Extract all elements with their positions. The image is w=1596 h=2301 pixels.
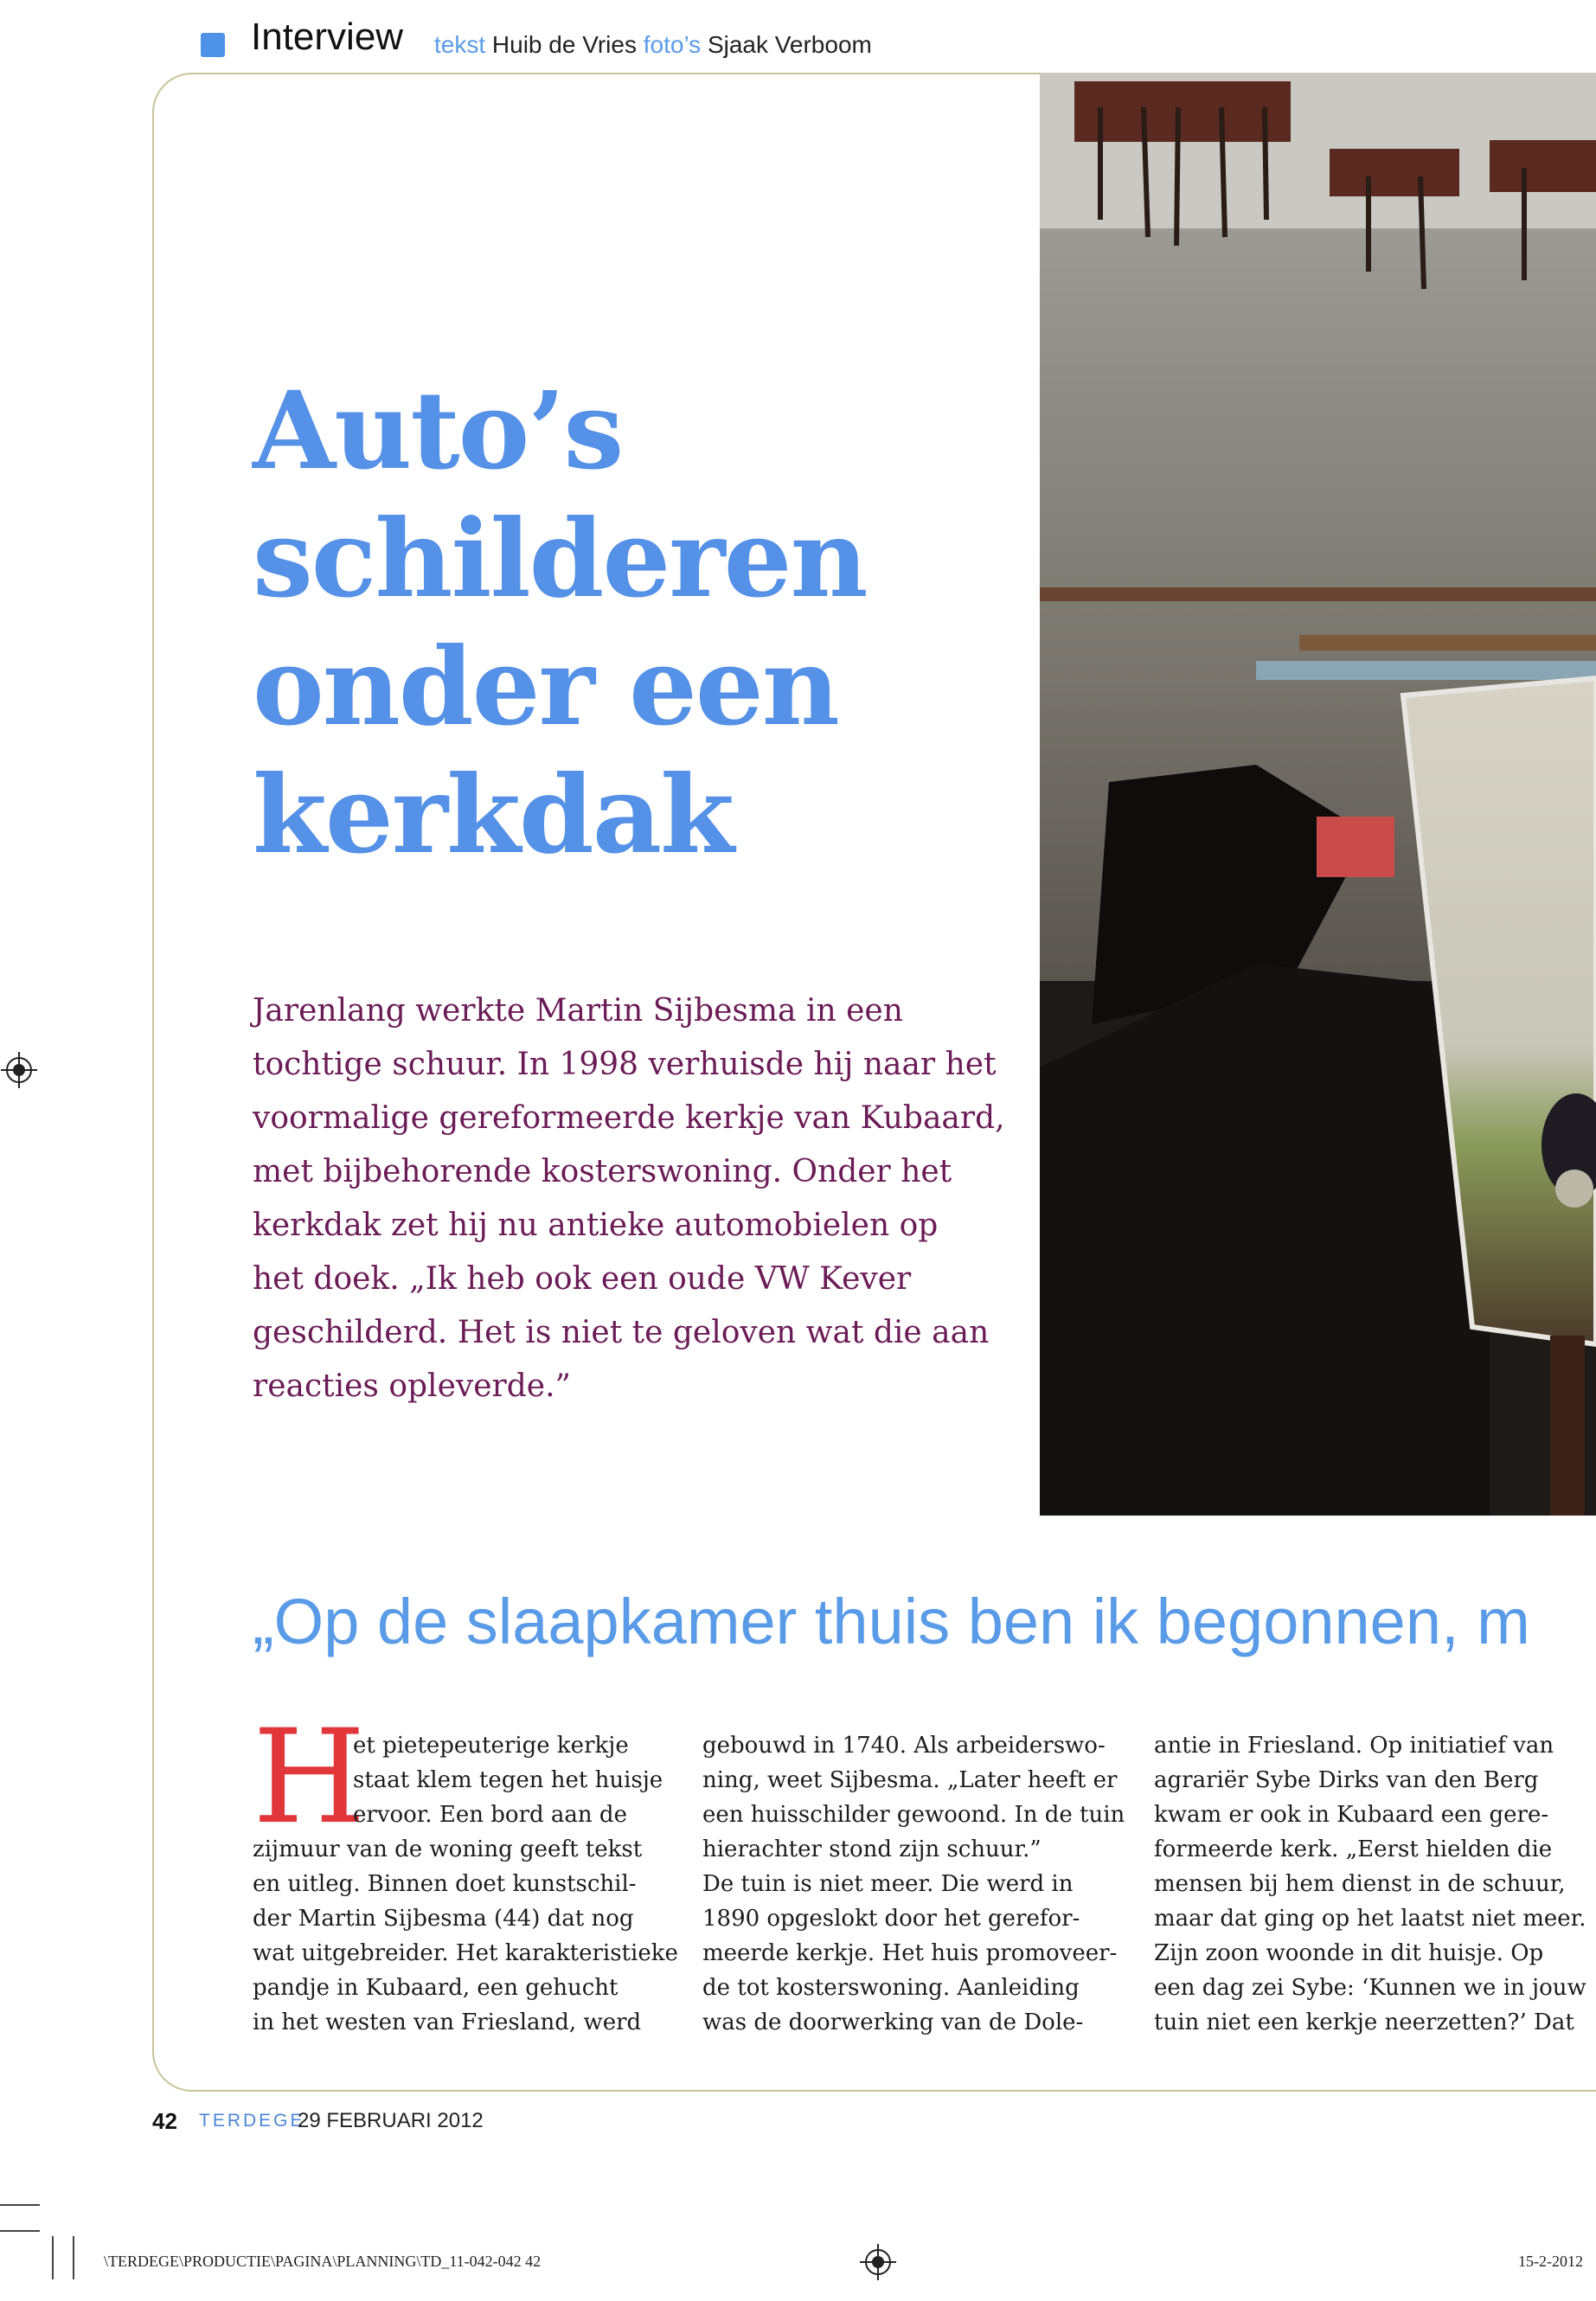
article-photo: [1040, 73, 1596, 1516]
body-line: maar dat ging op het laatst niet meer.: [1154, 1906, 1586, 1932]
text-label: tekst: [434, 31, 486, 58]
registration-mark-icon: [865, 2249, 891, 2275]
body-line: der Martin Sijbesma (44) dat nog: [253, 1906, 634, 1932]
drop-cap: H: [253, 1702, 366, 1853]
body-line: agrariër Sybe Dirks van den Berg: [1154, 1767, 1539, 1793]
author-name: Huib de Vries: [491, 31, 637, 58]
intro-line: reacties opleverde.”: [253, 1368, 571, 1404]
crop-mark: [52, 2236, 54, 2279]
intro-paragraph: [253, 984, 1005, 1413]
body-line: was de doorwerking van de Dole-: [702, 2009, 1084, 2035]
body-line: meerde kerkje. Het huis promoveer-: [702, 1940, 1118, 1966]
headline-line: schilderen: [253, 497, 867, 622]
credits: [434, 31, 872, 59]
body-line: een dag zei Sybe: ‘Kunnen we in jouw: [1154, 1975, 1586, 2001]
body-line: wat uitgebreider. Het karakteristieke: [253, 1940, 678, 1966]
body-line: een huisschilder gewoond. In de tuin: [702, 1802, 1125, 1828]
body-line: pandje in Kubaard, een gehucht: [253, 1975, 619, 2001]
body-line: antie in Friesland. Op initiatief van: [1154, 1733, 1554, 1759]
intro-line: met bijbehorende kosterswoning. Onder het: [253, 1154, 952, 1189]
headline: [253, 368, 945, 880]
page-number: 42: [152, 2108, 177, 2134]
issue-date: 29 FEBRUARI 2012: [298, 2109, 484, 2132]
headline-line: onder een: [253, 625, 838, 750]
body-line: en uitleg. Binnen doet kunstschil-: [253, 1871, 637, 1897]
section-marker: [201, 33, 225, 57]
body-line: ervoor. Een bord aan de: [353, 1802, 627, 1828]
intro-line: kerkdak zet hij nu antieke automobielen op: [253, 1208, 939, 1243]
body-line: mensen bij hem dienst in de schuur,: [1154, 1871, 1566, 1897]
headline-line: kerkdak: [253, 753, 734, 878]
section-title: Interview: [251, 16, 404, 58]
body-column-3: [1154, 1728, 1586, 2040]
magazine-name: TERDEGE: [199, 2111, 305, 2131]
print-date: 15-2-2012: [1518, 2253, 1583, 2270]
body-line: formeerde kerk. „Eerst hielden die: [1154, 1836, 1553, 1862]
body-line: et pietepeuterige kerkje: [353, 1733, 629, 1759]
body-line: De tuin is niet meer. Die werd in: [702, 1871, 1074, 1897]
body-line: ning, weet Sijbesma. „Later heeft er: [702, 1767, 1118, 1793]
intro-line: tochtige schuur. In 1998 verhuisde hij naar het: [253, 1047, 997, 1082]
body-column-2: [702, 1728, 1135, 2040]
crop-mark: [0, 2230, 40, 2232]
intro-line: het doek. „Ik heb ook een oude VW Kever: [253, 1261, 912, 1297]
print-slug: \TERDEGE\PRODUCTIE\PAGINA\PLANNING\TD_11-042-042 42: [104, 2253, 542, 2270]
crop-mark: [0, 2204, 40, 2206]
body-line: in het westen van Friesland, werd: [253, 2009, 642, 2035]
registration-mark-icon: [6, 1057, 32, 1083]
body-line: kwam er ook in Kubaard een gere-: [1154, 1802, 1549, 1828]
body-line: 1890 opgeslokt door het gerefor-: [702, 1906, 1080, 1932]
intro-line: Jarenlang werkte Martin Sijbesma in een: [253, 993, 903, 1029]
body-line: Zijn zoon woonde in dit huisje. Op: [1154, 1940, 1544, 1966]
body-line: de tot kosterswoning. Aanleiding: [702, 1975, 1080, 2001]
photographer-name: Sjaak Verboom: [707, 31, 872, 58]
body-line: tuin niet een kerkje neerzetten?’ Dat: [1154, 2009, 1574, 2035]
photo-label: foto’s: [643, 31, 702, 58]
body-line: staat klem tegen het huisje: [353, 1767, 663, 1793]
intro-line: voormalige gereformeerde kerkje van Kubaard,: [253, 1100, 1005, 1136]
headline-line: Auto’s: [253, 369, 623, 494]
crop-mark: [73, 2236, 74, 2279]
body-column-1: [253, 1728, 685, 2040]
body-line: gebouwd in 1740. Als arbeiderswo-: [702, 1733, 1106, 1759]
intro-line: geschilderd. Het is niet te geloven wat die aan: [253, 1315, 990, 1350]
body-line: zijmuur van de woning geeft tekst: [253, 1836, 643, 1862]
body-line: hierachter stond zijn schuur.”: [702, 1836, 1042, 1862]
pull-quote: „Op de slaapkamer thuis ben ik begonnen, m: [253, 1586, 1530, 1657]
